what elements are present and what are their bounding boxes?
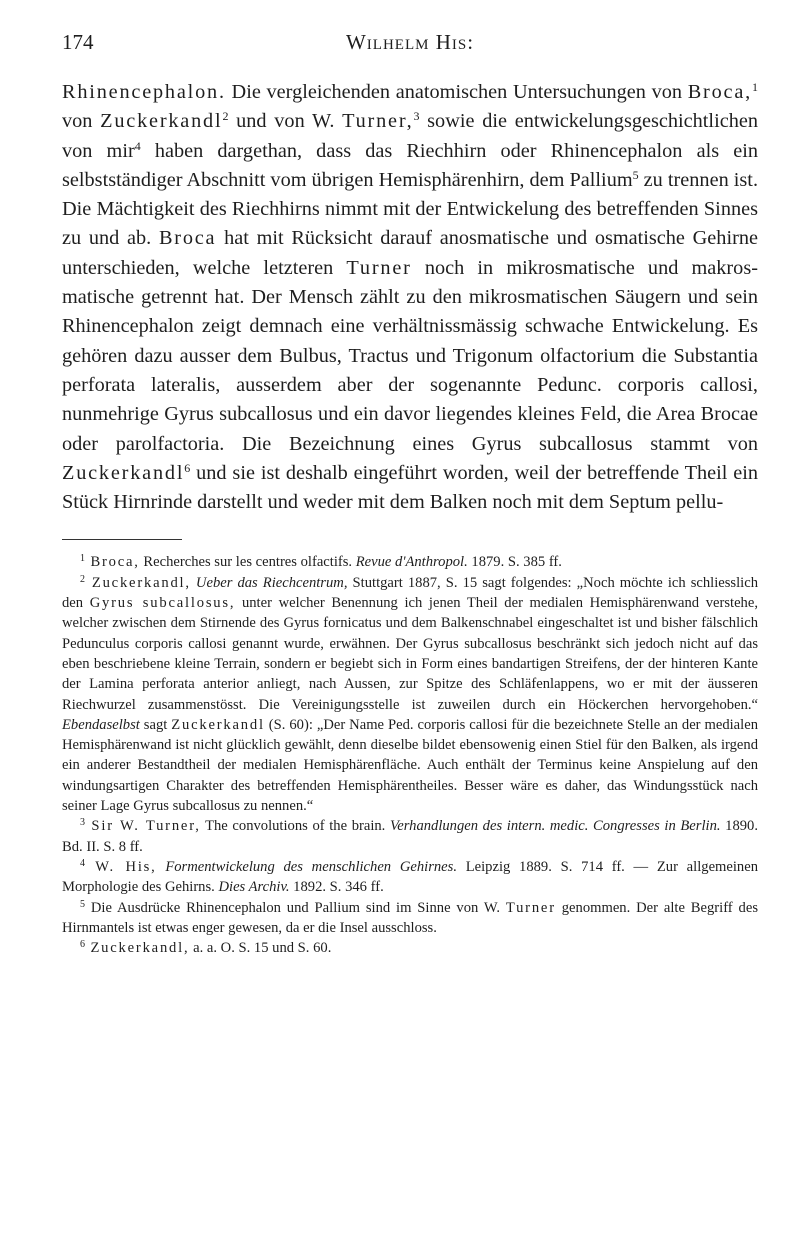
footnote-mark: 6: [80, 939, 85, 951]
section-heading: Rhinencephalon.: [62, 81, 226, 103]
footnote-1: [62, 552, 758, 572]
author-name: Turner,: [342, 110, 414, 133]
text-run: Die vergleichenden anatomischen Untersuchungen von: [225, 81, 688, 103]
journal-title: Revue d'Anthropol.: [355, 554, 468, 571]
footnote-ref: 3: [413, 109, 420, 124]
page-number: 174: [62, 30, 94, 54]
footnote-mark: 3: [80, 817, 85, 829]
footnote-mark: 2: [80, 573, 85, 585]
author-name: Zuckerkandl,: [85, 574, 191, 591]
footnote-4: [62, 857, 758, 898]
text-run: Recherches sur les centres olfactifs.: [139, 554, 356, 571]
text-run: und sie ist deshalb eingeführt worden, weil der betreffende Theil ein Stück Hirnrinde darstellt und weder mit dem Balken noch mit dem Septum pellu-: [62, 461, 758, 514]
work-title: Ueber das Riechcentrum,: [195, 574, 348, 591]
body-paragraph: [62, 78, 758, 517]
text-run: und von W.: [228, 110, 343, 133]
text-run: 1879. S. 385 ff.: [467, 554, 562, 571]
footnote-ref: 5: [632, 167, 639, 182]
footnote-mark: 5: [80, 898, 85, 910]
running-title: Wilhelm His:: [345, 30, 475, 54]
author-name: W. His,: [85, 858, 157, 875]
footnote-ref: 1: [752, 80, 758, 94]
footnote-mark: 1: [80, 553, 85, 565]
journal-title: Dies Archiv.: [218, 879, 290, 896]
footnote-ref: 4: [134, 138, 141, 153]
footnote-5: [62, 898, 758, 939]
author-name: Broca,: [85, 554, 140, 571]
text-run: noch in mikrosmatische und makrosmatische getrennt hat. Der Mensch zählt zu den mikrosmatischen Säugern und sein Rhinencephalon zeigt demnach eine verhältnissmässig schwache Entwickelung. Es gehören dazu ausser dem Bulbus, Tractus und Trigonum olfactorium die Substantia perforata lateralis, ausserdem aber der sogenannte Pedunc. corporis callosi, nunmehrige Gyrus subcallosus und ein davor liegendes kleines Feld, die Area Brocae oder parolfactoria. Die Bezeichnung eines Gyrus subcallosus stammt von: [62, 256, 758, 455]
text-run: hat mit Rücksicht darauf anosmatische und osmatische Gehirne unterschieden, welche letzteren: [62, 227, 758, 279]
text-run: Leipzig 1889. S. 714 ff. — Zur allgemeinen Morphologie des Gehirns.: [62, 858, 758, 896]
text-run: sowie die entwickelungsgeschichtlichen von mir: [62, 110, 758, 162]
text-run: zu trennen ist. Die Mächtigkeit des Riechhirns nimmt mit der Entwickelung des betreffenden Sinnes zu und ab.: [62, 168, 759, 250]
text-run: 1892. S. 346 ff.: [289, 879, 384, 896]
text-run: a. a. O. S. 15 und S. 60.: [189, 940, 332, 957]
footnote-mark: 4: [80, 857, 85, 869]
author-name: Zuckerkandl,: [85, 940, 190, 957]
text-run: The convolutions of the brain.: [200, 818, 390, 835]
work-title: Formentwickelung des menschlichen Gehirnes.: [165, 858, 457, 875]
footnote-ref: 2: [222, 109, 229, 124]
text-run: 1890. Bd. II. S. 8 ff.: [62, 818, 758, 855]
journal-title: Verhandlungen des intern. medic. Congresses in Berlin.: [389, 818, 721, 835]
text-run: Stuttgart 1887, S. 15 sagt folgendes: „Noch möchte ich schliesslich den: [62, 574, 758, 612]
author-name: Turner: [346, 256, 412, 279]
author-name: Broca: [158, 227, 217, 250]
text-run: sagt: [139, 716, 172, 733]
text-run: genommen. Der alte Begriff des Hirnmantels ist etwas enger gewesen, da er die Insel ausschloss.: [62, 899, 758, 936]
author-name: Turner: [505, 899, 556, 916]
emphasis-term: Gyrus subcallosus,: [89, 595, 236, 612]
footnote-3: [62, 816, 758, 857]
text-run: unter welcher Benennung ich jenen Theil der medialen Hemisphärenwand verstehe, welcher zwischen dem Stirnende des Gyrus fornicatus und dem Balkenschnabel eingeschaltet ist und bisher fälschlich Pedunculus corporis callosi genannt wurde, erwähnen. Der Gyrus subcallosus beschränkt sich jedoch nicht auf das eben beschriebene kleine Terrain, sondern er begiebt sich in Form eines bandartigen Streifens, der der hinteren Kante der Lamina perforata anterior anliegt, nach Aussen, zur Spitze des Schläfenlappens, wo er mit der äusseren Riechwurzel zusammenstösst. Die Vereinigungsstelle ist zuweilen durch ein Höckerchen hervorgehoben.“: [62, 595, 758, 713]
text-run: von: [62, 110, 101, 133]
author-name: Zuckerkandl: [62, 461, 185, 484]
text-run: (S. 60): „Der Name Ped. corporis callosi für die bezeichnete Stelle an der medialen Hemisphärenwand ist nicht glücklich gewählt, denn dieselbe bildet ebensowenig einen Stiel für den Balken, als irgend ein anderer Bestandtheil der medialen Hemisphärenfläche. Auch enthält der Terminus keine Anspielung auf den windungsartigen Charakter des betreffenden Hemisphärentheiles. Besser wäre es daher, das Windungsstück nach seiner Lage Gyrus subcallosus zu nennen.“: [62, 716, 758, 815]
page: [62, 30, 758, 958]
text-run: Die Ausdrücke Rhinencephalon und Pallium sind im Sinne von W.: [85, 899, 506, 916]
author-name: Broca,: [687, 81, 752, 103]
footnote-6: [62, 938, 758, 958]
page-header: [62, 30, 758, 64]
footnote-divider: [62, 539, 182, 540]
emphasis-term: Ebendaselbst: [62, 716, 140, 733]
author-name: Sir W. Turner,: [85, 818, 201, 835]
text-run: haben dargethan, dass das Riechhirn oder Rhinencephalon als ein selbstständiger Abschnitt vom übrigen Hemisphärenhirn, dem Pallium: [62, 139, 759, 191]
footnotes: [62, 552, 758, 958]
footnote-ref: 6: [184, 460, 191, 475]
author-name: Zuckerkandl: [171, 716, 265, 733]
footnote-2: [62, 573, 758, 817]
author-name: Zuckerkandl: [100, 110, 223, 133]
